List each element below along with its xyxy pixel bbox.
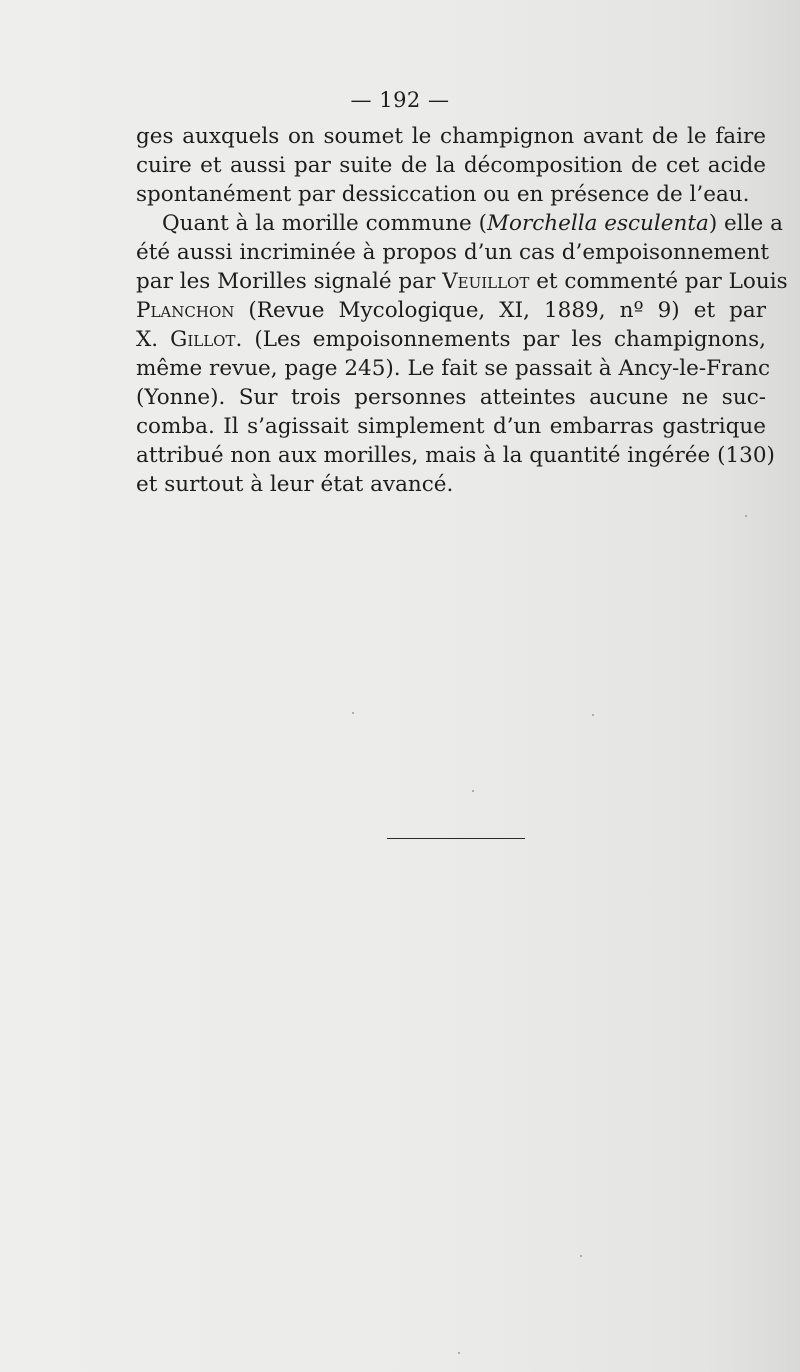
species-name: Morchella esculenta <box>487 211 709 236</box>
text-segment: (Revue Mycologique, XI, 1889, nº 9) et par <box>234 298 766 323</box>
paper-speck <box>745 515 747 517</box>
paper-speck <box>352 712 354 714</box>
text-line: et surtout à leur état avancé. <box>136 472 454 497</box>
text-line: (Yonne). Sur trois personnes atteintes aucune ne suc- <box>136 385 766 410</box>
text-line: ges auxquels on soumet le champignon avant de le faire <box>136 124 766 149</box>
text-line: spontanément par dessiccation ou en présence de l’eau. <box>136 182 750 207</box>
text-segment: et commenté par Louis <box>529 269 788 294</box>
author-name: Veuillot <box>442 269 530 294</box>
text-line: attribué non aux morilles, mais à la quantité ingérée (130) <box>136 443 775 468</box>
text-line: comba. Il s’agissait simplement d’un embarras gastrique <box>136 414 766 439</box>
paper-speck <box>458 1352 460 1354</box>
text-line: été aussi incriminée à propos d’un cas d’empoisonnement <box>136 240 770 265</box>
paper-speck <box>592 714 594 716</box>
text-line <box>136 267 788 296</box>
text-segment: Quant à la morille commune ( <box>162 211 487 236</box>
text-segment: ) elle a <box>708 211 783 236</box>
text-line <box>136 209 783 238</box>
text-line: même revue, page 245). Le fait se passait à Ancy-le-Franc <box>136 356 771 381</box>
text-line: cuire et aussi par suite de la décomposition de cet acide <box>136 153 766 178</box>
text-segment: . (Les empoisonnements par les champignons, <box>235 327 766 352</box>
page-number: — 192 — <box>350 88 450 112</box>
paper-speck <box>580 1255 582 1257</box>
author-name: Planchon <box>136 298 235 323</box>
text-segment: X. <box>136 327 171 352</box>
text-segment: par les Morilles signalé par <box>136 269 443 294</box>
text-line <box>136 325 766 354</box>
section-rule <box>387 838 525 839</box>
body-text <box>136 122 788 499</box>
author-name: Gillot <box>170 327 236 352</box>
paper-speck <box>472 790 474 792</box>
text-line <box>136 296 766 325</box>
